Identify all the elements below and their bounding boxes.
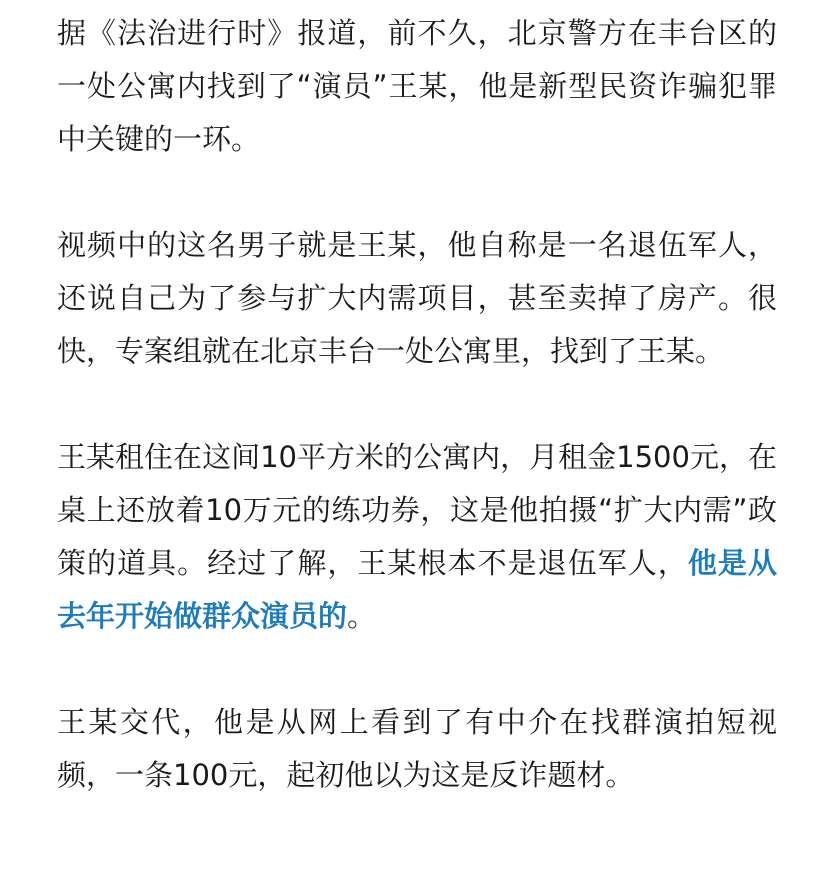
article-body [57,7,777,802]
paragraph [57,219,777,378]
paragraph [57,7,777,166]
paragraph-text: 据《法治进行时》报道，前不久，北京警方在丰台区的一处公寓内找到了“演员”王某，他是新型民资诈骗犯罪中关键的一环。 [57,16,777,156]
paragraph-text: 王某租住在这间10平方米的公寓内，月租金1500元，在桌上还放着10万元的练功券，这是他拍摄“扩大内需”政策的道具。经过了解，王某根本不是退伍军人， [57,440,777,580]
paragraph-text: 。 [347,599,377,633]
paragraph-text: 王某交代，他是从网上看到了有中介在找群演拍短视频，一条100元，起初他以为这是反诈题材。 [57,705,777,792]
paragraph [57,696,777,802]
paragraph-text: 视频中的这名男子就是王某，他自称是一名退伍军人，还说自己为了参与扩大内需项目，甚至卖掉了房产。很快，专案组就在北京丰台一处公寓里，找到了王某。 [57,228,777,368]
paragraph [57,431,777,643]
highlighted-text: 他是从去年开始做群众演员的 [57,546,777,633]
